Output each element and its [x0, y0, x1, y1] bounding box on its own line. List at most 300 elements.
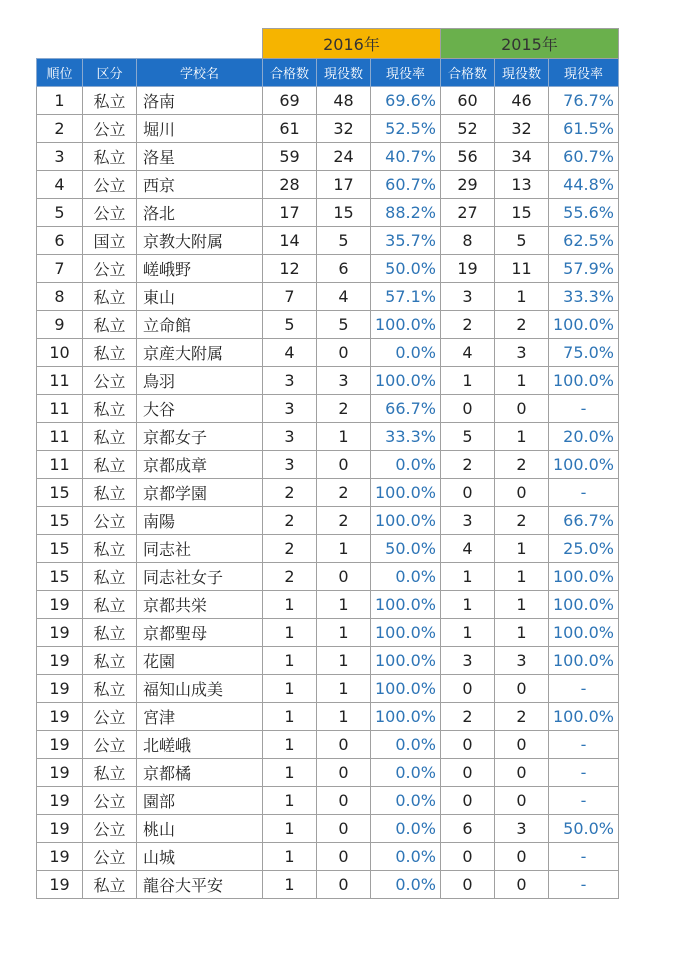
column-header-rank: 順位	[37, 59, 83, 87]
cell-current-rate-2016: 0.0%	[371, 339, 441, 367]
cell-current-rate-2016: 66.7%	[371, 395, 441, 423]
cell-school-name: 桃山	[137, 815, 263, 843]
cell-category: 私立	[83, 395, 137, 423]
cell-rank: 19	[37, 843, 83, 871]
cell-current-2015: 1	[495, 563, 549, 591]
cell-current-2016: 0	[317, 339, 371, 367]
cell-school-name: 京都成章	[137, 451, 263, 479]
cell-passers-2016: 2	[263, 535, 317, 563]
table-row	[37, 731, 619, 759]
cell-passers-2016: 61	[263, 115, 317, 143]
cell-category: 公立	[83, 171, 137, 199]
cell-current-2016: 1	[317, 535, 371, 563]
cell-rank: 19	[37, 675, 83, 703]
cell-current-2016: 0	[317, 731, 371, 759]
table-row	[37, 563, 619, 591]
cell-school-name: 西京	[137, 171, 263, 199]
table-row	[37, 115, 619, 143]
cell-current-2016: 24	[317, 143, 371, 171]
cell-rank: 15	[37, 479, 83, 507]
cell-category: 私立	[83, 451, 137, 479]
table-row	[37, 395, 619, 423]
cell-current-2016: 1	[317, 619, 371, 647]
cell-passers-2016: 69	[263, 87, 317, 115]
cell-passers-2015: 1	[441, 563, 495, 591]
cell-category: 公立	[83, 115, 137, 143]
cell-passers-2015: 2	[441, 703, 495, 731]
cell-current-2016: 0	[317, 759, 371, 787]
cell-current-rate-2015: 100.0%	[549, 591, 619, 619]
table-row	[37, 143, 619, 171]
cell-category: 私立	[83, 535, 137, 563]
cell-current-rate-2015: 100.0%	[549, 703, 619, 731]
cell-passers-2015: 27	[441, 199, 495, 227]
cell-passers-2016: 7	[263, 283, 317, 311]
table-row	[37, 199, 619, 227]
cell-passers-2015: 1	[441, 591, 495, 619]
cell-category: 私立	[83, 647, 137, 675]
cell-passers-2015: 1	[441, 367, 495, 395]
column-header-passers-2015: 合格数	[441, 59, 495, 87]
cell-current-2015: 2	[495, 451, 549, 479]
cell-current-2015: 0	[495, 731, 549, 759]
cell-rank: 2	[37, 115, 83, 143]
cell-current-rate-2015: 44.8%	[549, 171, 619, 199]
cell-rank: 19	[37, 871, 83, 899]
cell-current-rate-2015: -	[549, 871, 619, 899]
cell-current-2016: 0	[317, 451, 371, 479]
cell-current-rate-2015: 100.0%	[549, 451, 619, 479]
cell-passers-2015: 29	[441, 171, 495, 199]
table-row	[37, 339, 619, 367]
cell-passers-2015: 3	[441, 283, 495, 311]
cell-school-name: 京都女子	[137, 423, 263, 451]
cell-rank: 11	[37, 451, 83, 479]
cell-category: 公立	[83, 843, 137, 871]
cell-current-2015: 0	[495, 871, 549, 899]
cell-current-2015: 0	[495, 675, 549, 703]
cell-passers-2016: 1	[263, 703, 317, 731]
cell-rank: 10	[37, 339, 83, 367]
table-row	[37, 311, 619, 339]
cell-passers-2016: 3	[263, 395, 317, 423]
column-header-current-2016: 現役数	[317, 59, 371, 87]
cell-school-name: 宮津	[137, 703, 263, 731]
cell-current-rate-2015: 100.0%	[549, 367, 619, 395]
cell-passers-2016: 1	[263, 619, 317, 647]
table-row	[37, 619, 619, 647]
cell-current-2015: 3	[495, 647, 549, 675]
cell-passers-2015: 0	[441, 787, 495, 815]
cell-school-name: 花園	[137, 647, 263, 675]
cell-current-2016: 4	[317, 283, 371, 311]
cell-school-name: 鳥羽	[137, 367, 263, 395]
cell-current-2015: 34	[495, 143, 549, 171]
cell-current-2015: 3	[495, 339, 549, 367]
cell-passers-2016: 1	[263, 815, 317, 843]
cell-current-2015: 2	[495, 507, 549, 535]
cell-current-2016: 17	[317, 171, 371, 199]
cell-category: 私立	[83, 871, 137, 899]
cell-current-rate-2016: 40.7%	[371, 143, 441, 171]
table-row	[37, 675, 619, 703]
cell-rank: 11	[37, 395, 83, 423]
cell-current-rate-2016: 0.0%	[371, 731, 441, 759]
cell-current-rate-2016: 33.3%	[371, 423, 441, 451]
cell-current-rate-2015: 25.0%	[549, 535, 619, 563]
table-row	[37, 647, 619, 675]
cell-current-rate-2016: 0.0%	[371, 451, 441, 479]
table-row	[37, 367, 619, 395]
table-row	[37, 871, 619, 899]
cell-passers-2015: 0	[441, 871, 495, 899]
cell-current-2016: 1	[317, 647, 371, 675]
cell-rank: 11	[37, 367, 83, 395]
cell-current-rate-2016: 88.2%	[371, 199, 441, 227]
column-header-current-rate-2016: 現役率	[371, 59, 441, 87]
ranking-table	[36, 28, 619, 899]
cell-current-2016: 3	[317, 367, 371, 395]
cell-current-rate-2016: 69.6%	[371, 87, 441, 115]
cell-current-rate-2016: 0.0%	[371, 843, 441, 871]
cell-current-rate-2016: 0.0%	[371, 871, 441, 899]
column-header-current-2015: 現役数	[495, 59, 549, 87]
cell-current-rate-2015: -	[549, 479, 619, 507]
cell-current-2016: 1	[317, 675, 371, 703]
column-header-current-rate-2015: 現役率	[549, 59, 619, 87]
cell-school-name: 京教大附属	[137, 227, 263, 255]
table-row	[37, 759, 619, 787]
cell-passers-2016: 1	[263, 759, 317, 787]
table-row	[37, 703, 619, 731]
cell-passers-2015: 0	[441, 731, 495, 759]
cell-passers-2015: 0	[441, 479, 495, 507]
cell-current-rate-2015: 100.0%	[549, 563, 619, 591]
cell-rank: 19	[37, 759, 83, 787]
cell-current-2016: 1	[317, 703, 371, 731]
cell-current-rate-2015: 57.9%	[549, 255, 619, 283]
cell-school-name: 山城	[137, 843, 263, 871]
cell-current-2016: 1	[317, 423, 371, 451]
cell-current-2015: 2	[495, 311, 549, 339]
cell-passers-2016: 1	[263, 843, 317, 871]
cell-passers-2016: 3	[263, 367, 317, 395]
cell-school-name: 園部	[137, 787, 263, 815]
cell-school-name: 京都共栄	[137, 591, 263, 619]
cell-current-2015: 0	[495, 787, 549, 815]
cell-current-rate-2015: 50.0%	[549, 815, 619, 843]
cell-rank: 19	[37, 703, 83, 731]
cell-current-rate-2016: 0.0%	[371, 815, 441, 843]
table-row	[37, 843, 619, 871]
table-row	[37, 591, 619, 619]
cell-current-2016: 2	[317, 507, 371, 535]
cell-current-rate-2016: 100.0%	[371, 367, 441, 395]
cell-passers-2016: 2	[263, 479, 317, 507]
cell-passers-2015: 60	[441, 87, 495, 115]
table-row	[37, 423, 619, 451]
table-row	[37, 787, 619, 815]
cell-passers-2015: 3	[441, 507, 495, 535]
table-row	[37, 283, 619, 311]
cell-passers-2015: 6	[441, 815, 495, 843]
year-header-2015: 2015年	[441, 29, 619, 59]
cell-current-rate-2015: 61.5%	[549, 115, 619, 143]
cell-passers-2015: 52	[441, 115, 495, 143]
cell-current-rate-2015: 66.7%	[549, 507, 619, 535]
cell-rank: 8	[37, 283, 83, 311]
cell-current-rate-2015: -	[549, 675, 619, 703]
cell-current-rate-2016: 100.0%	[371, 591, 441, 619]
cell-current-rate-2015: -	[549, 395, 619, 423]
cell-current-2015: 1	[495, 367, 549, 395]
cell-school-name: 京都学園	[137, 479, 263, 507]
cell-category: 私立	[83, 311, 137, 339]
cell-current-2015: 2	[495, 703, 549, 731]
year-header-2016: 2016年	[263, 29, 441, 59]
cell-current-2016: 6	[317, 255, 371, 283]
cell-rank: 11	[37, 423, 83, 451]
cell-passers-2016: 2	[263, 507, 317, 535]
cell-current-rate-2015: 100.0%	[549, 311, 619, 339]
cell-current-2016: 0	[317, 563, 371, 591]
cell-school-name: 同志社女子	[137, 563, 263, 591]
cell-current-rate-2015: 100.0%	[549, 619, 619, 647]
cell-current-2016: 32	[317, 115, 371, 143]
cell-current-rate-2015: 33.3%	[549, 283, 619, 311]
cell-current-rate-2016: 100.0%	[371, 507, 441, 535]
cell-current-rate-2015: 75.0%	[549, 339, 619, 367]
cell-current-2016: 48	[317, 87, 371, 115]
cell-current-2016: 0	[317, 815, 371, 843]
cell-passers-2016: 1	[263, 731, 317, 759]
cell-passers-2016: 59	[263, 143, 317, 171]
cell-passers-2016: 3	[263, 423, 317, 451]
cell-category: 私立	[83, 87, 137, 115]
cell-category: 私立	[83, 563, 137, 591]
cell-current-rate-2015: -	[549, 759, 619, 787]
cell-current-2016: 1	[317, 591, 371, 619]
cell-rank: 4	[37, 171, 83, 199]
cell-rank: 15	[37, 535, 83, 563]
cell-current-2015: 11	[495, 255, 549, 283]
cell-school-name: 同志社	[137, 535, 263, 563]
cell-current-2016: 5	[317, 311, 371, 339]
cell-current-rate-2015: 100.0%	[549, 647, 619, 675]
cell-current-rate-2015: 55.6%	[549, 199, 619, 227]
cell-current-2015: 5	[495, 227, 549, 255]
cell-current-2016: 5	[317, 227, 371, 255]
cell-current-2015: 3	[495, 815, 549, 843]
column-header-passers-2016: 合格数	[263, 59, 317, 87]
cell-school-name: 洛南	[137, 87, 263, 115]
cell-current-rate-2016: 100.0%	[371, 675, 441, 703]
cell-category: 私立	[83, 759, 137, 787]
cell-passers-2016: 3	[263, 451, 317, 479]
cell-current-2015: 0	[495, 395, 549, 423]
cell-current-rate-2015: 62.5%	[549, 227, 619, 255]
cell-passers-2016: 1	[263, 647, 317, 675]
cell-current-rate-2016: 0.0%	[371, 563, 441, 591]
cell-passers-2015: 19	[441, 255, 495, 283]
cell-passers-2016: 28	[263, 171, 317, 199]
cell-category: 私立	[83, 479, 137, 507]
cell-passers-2015: 8	[441, 227, 495, 255]
cell-current-2016: 0	[317, 871, 371, 899]
cell-passers-2016: 4	[263, 339, 317, 367]
cell-category: 公立	[83, 787, 137, 815]
cell-rank: 19	[37, 647, 83, 675]
cell-passers-2016: 17	[263, 199, 317, 227]
table-row	[37, 255, 619, 283]
cell-current-2015: 0	[495, 759, 549, 787]
cell-school-name: 洛星	[137, 143, 263, 171]
cell-school-name: 立命館	[137, 311, 263, 339]
cell-school-name: 京都橘	[137, 759, 263, 787]
cell-current-rate-2016: 50.0%	[371, 535, 441, 563]
cell-current-rate-2016: 0.0%	[371, 787, 441, 815]
column-header-category: 区分	[83, 59, 137, 87]
cell-rank: 19	[37, 815, 83, 843]
table-row	[37, 535, 619, 563]
cell-current-2015: 1	[495, 283, 549, 311]
table-row	[37, 479, 619, 507]
table-row	[37, 507, 619, 535]
cell-passers-2015: 0	[441, 843, 495, 871]
cell-category: 私立	[83, 283, 137, 311]
cell-school-name: 北嵯峨	[137, 731, 263, 759]
cell-current-rate-2016: 52.5%	[371, 115, 441, 143]
table-row	[37, 171, 619, 199]
cell-current-2016: 2	[317, 479, 371, 507]
cell-rank: 15	[37, 507, 83, 535]
cell-category: 公立	[83, 731, 137, 759]
cell-category: 私立	[83, 339, 137, 367]
cell-school-name: 東山	[137, 283, 263, 311]
cell-passers-2016: 2	[263, 563, 317, 591]
cell-current-rate-2016: 100.0%	[371, 479, 441, 507]
cell-current-2015: 46	[495, 87, 549, 115]
cell-passers-2015: 4	[441, 339, 495, 367]
cell-category: 国立	[83, 227, 137, 255]
table-row	[37, 815, 619, 843]
cell-current-rate-2016: 35.7%	[371, 227, 441, 255]
cell-school-name: 嵯峨野	[137, 255, 263, 283]
cell-rank: 19	[37, 591, 83, 619]
cell-current-rate-2016: 50.0%	[371, 255, 441, 283]
cell-current-rate-2016: 100.0%	[371, 647, 441, 675]
cell-current-rate-2015: 60.7%	[549, 143, 619, 171]
cell-passers-2015: 0	[441, 395, 495, 423]
table-row	[37, 451, 619, 479]
cell-passers-2015: 3	[441, 647, 495, 675]
table-row	[37, 227, 619, 255]
cell-rank: 19	[37, 619, 83, 647]
cell-current-2015: 13	[495, 171, 549, 199]
cell-current-2016: 2	[317, 395, 371, 423]
cell-school-name: 京産大附属	[137, 339, 263, 367]
cell-current-rate-2016: 60.7%	[371, 171, 441, 199]
cell-passers-2015: 4	[441, 535, 495, 563]
cell-current-rate-2016: 100.0%	[371, 311, 441, 339]
cell-current-2015: 1	[495, 619, 549, 647]
cell-current-2016: 0	[317, 787, 371, 815]
table-row	[37, 87, 619, 115]
cell-school-name: 京都聖母	[137, 619, 263, 647]
cell-current-2015: 0	[495, 479, 549, 507]
cell-category: 公立	[83, 703, 137, 731]
cell-category: 公立	[83, 255, 137, 283]
cell-category: 私立	[83, 675, 137, 703]
cell-category: 私立	[83, 143, 137, 171]
cell-passers-2015: 56	[441, 143, 495, 171]
cell-passers-2015: 2	[441, 311, 495, 339]
cell-passers-2015: 0	[441, 675, 495, 703]
cell-rank: 19	[37, 731, 83, 759]
cell-passers-2016: 1	[263, 591, 317, 619]
cell-current-rate-2016: 100.0%	[371, 703, 441, 731]
cell-rank: 5	[37, 199, 83, 227]
column-header-school-name: 学校名	[137, 59, 263, 87]
cell-current-rate-2016: 100.0%	[371, 619, 441, 647]
cell-passers-2016: 1	[263, 871, 317, 899]
cell-current-rate-2015: -	[549, 843, 619, 871]
cell-current-rate-2015: -	[549, 787, 619, 815]
cell-current-rate-2015: -	[549, 731, 619, 759]
cell-passers-2015: 5	[441, 423, 495, 451]
cell-rank: 15	[37, 563, 83, 591]
cell-passers-2015: 1	[441, 619, 495, 647]
cell-current-2015: 1	[495, 535, 549, 563]
cell-category: 公立	[83, 507, 137, 535]
cell-current-2016: 0	[317, 843, 371, 871]
header-spacer	[37, 29, 263, 59]
cell-current-rate-2015: 76.7%	[549, 87, 619, 115]
cell-passers-2016: 1	[263, 787, 317, 815]
cell-category: 公立	[83, 815, 137, 843]
cell-passers-2016: 5	[263, 311, 317, 339]
cell-rank: 19	[37, 787, 83, 815]
cell-rank: 9	[37, 311, 83, 339]
cell-category: 公立	[83, 367, 137, 395]
cell-rank: 7	[37, 255, 83, 283]
cell-current-2015: 15	[495, 199, 549, 227]
cell-current-2015: 0	[495, 843, 549, 871]
cell-current-rate-2016: 57.1%	[371, 283, 441, 311]
cell-passers-2015: 0	[441, 759, 495, 787]
cell-passers-2016: 12	[263, 255, 317, 283]
cell-rank: 3	[37, 143, 83, 171]
cell-rank: 6	[37, 227, 83, 255]
cell-school-name: 大谷	[137, 395, 263, 423]
cell-current-rate-2016: 0.0%	[371, 759, 441, 787]
cell-category: 私立	[83, 619, 137, 647]
cell-current-2015: 32	[495, 115, 549, 143]
cell-school-name: 堀川	[137, 115, 263, 143]
cell-category: 公立	[83, 199, 137, 227]
cell-school-name: 龍谷大平安	[137, 871, 263, 899]
cell-passers-2016: 14	[263, 227, 317, 255]
cell-passers-2016: 1	[263, 675, 317, 703]
cell-category: 私立	[83, 423, 137, 451]
cell-rank: 1	[37, 87, 83, 115]
cell-school-name: 南陽	[137, 507, 263, 535]
cell-current-rate-2015: 20.0%	[549, 423, 619, 451]
cell-school-name: 福知山成美	[137, 675, 263, 703]
cell-current-2015: 1	[495, 591, 549, 619]
cell-current-2015: 1	[495, 423, 549, 451]
cell-passers-2015: 2	[441, 451, 495, 479]
